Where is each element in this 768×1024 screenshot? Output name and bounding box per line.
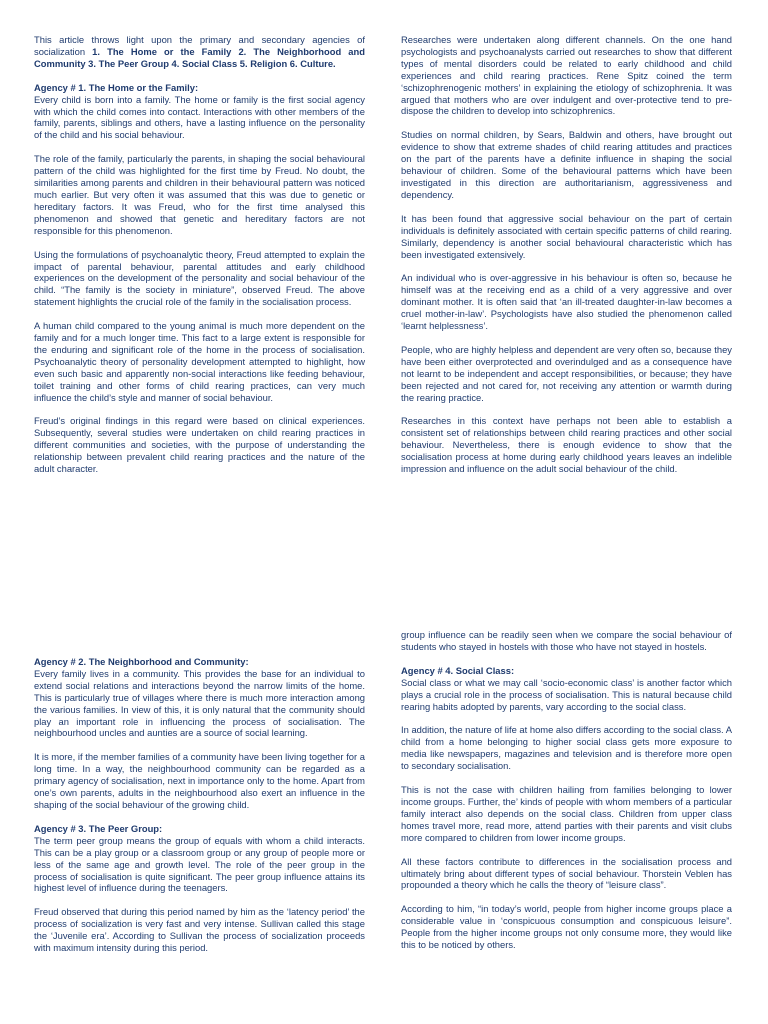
agency4-paragraph-5: According to him, “in today’s world, people from higher income groups place a considerable value in ‘conspicuous consumption and conspicuous leisure”. People from the higher income groups not only consume more, they would like this to be noticed by others. [401,903,732,951]
left-column-top [34,34,365,487]
agency1-paragraph-11: Researches in this context have perhaps not been able to establish a consistent set of relationships between child rearing practices and other social behaviour. Nevertheless, there is enough evidence to show that the socialisation process at home during early childhood years leaves an indelible impression and influence on the adult social behaviour of the child. [401,415,732,475]
agency1-paragraph-10: People, who are highly helpless and dependent are very often so, because they have been either overprotected and overindulged and as a consequence have not learnt to be independent and accept responsibilities, or because; they have been rejected and not cared for, not receiving any attention or warmth during the rearing practice. [401,343,732,403]
agency4-section-start [401,665,732,713]
intro-agency-list: 1. The Home or the Family 2. The Neighborhood and Community 3. The Peer Group 4. Social Class 5. Religion 6. Culture. [34,45,365,69]
agency1-paragraph-7: Studies on normal children, by Sears, Baldwin and others, have brought out evidence to show that extreme shades of child rearing attitudes and practices on the part of the parents have a definite influence in shaping the social behaviour of children. Some of the behavioural patterns which have been investigated in this direction are authoritarianism, aggressiveness and dependency. [401,129,732,200]
agency2-heading: Agency # 2. The Neighborhood and Community: [34,656,249,667]
agency1-paragraph-5: Freud’s original findings in this regard were based on clinical experiences. Subsequently, several studies were undertaken on child rearing practices in different communities and societies, with the purpose of understanding the relationship between prevalent child rearing practices and the nature of the adult character. [34,415,365,475]
agency1-section-start [34,82,365,142]
agency4-paragraph-2: In addition, the nature of life at home also differs according to the social class. A child from a home belonging to higher social class gets more exposure to media like newspapers, magazines and television and is therefore more open to secondary socialisation. [401,724,732,772]
right-column-top [401,34,732,487]
agency2-section-start [34,656,365,739]
agency1-paragraph-1: Every child is born into a family. The home or family is the first social agency with which the child comes into contact. Interactions with other members of the family, parents, siblings and others, have a lasting influence on the personality of the child and his social behaviour. [34,93,365,141]
agency1-paragraph-6: Researches were undertaken along different channels. On the one hand psychologists and psychoanalysts carried out researches to show that different types of mental disorders could be related to early childhood and child experiences and child rearing practices. Rene Spitz coined the term ‘schizophrenogenic mothers’ in explaining the etiology of schizophrenia. It was argued that mothers who are over indulgent and over-protective tend to pre-dispose the children to develop into schizophrenics. [401,34,732,117]
agency3-section-start [34,823,365,894]
agency3-paragraph-3: group influence can be readily seen when we compare the social behaviour of students who stayed in hostels with those who have not stayed in hostels. [401,629,732,652]
agency2-paragraph-2: It is more, if the member families of a community have been living together for a long time. In a way, the neighbourhood community can be regarded as a primary agency of socialisation, next in importance only to the home. Apart from one’s own parents, adults in the neighbourhood also exert an influence in the shaping of the social behaviour of the growing child. [34,751,365,810]
right-column-bottom [401,629,732,963]
agency4-paragraph-4: All these factors contribute to differences in the socialisation process and ultimately bring about different types of social behaviour. Thorstein Veblen has propounded a theory which he calls the theory of “leisure class”. [401,855,732,891]
agency1-heading: Agency # 1. The Home or the Family: [34,81,199,93]
agency3-paragraph-1: The term peer group means the group of equals with whom a child interacts. This can be a play group or a classroom group or any group of people more or less of the same age and growth level. The role of the peer group in the process of socialisation is quite significant. The peer group influence attains its highest level of influence during the teenagers. [34,834,365,894]
agency4-heading: Agency # 4. Social Class: [401,664,515,676]
agency1-paragraph-3: Using the formulations of psychoanalytic theory, Freud attempted to explain the impact of parental behaviour, parental attitudes and early childhood experiences on the development of the personality and social behaviour of the child. “The family is the society in miniature”, observed Freud. The above statement highlights the crucial role of the family in the socialisation process. [34,248,365,308]
agency1-paragraph-8: It has been found that aggressive social behaviour on the part of certain individuals is definitely associated with certain specific patterns of child rearing. Similarly, dependency is another social behavioural characteristic which has been investigated extensively. [401,212,732,260]
agency1-paragraph-9: An individual who is over-aggressive in his behaviour is often so, because he himself was at the receiving end as a child of a very aggressive and over dominant mother. It is often said that ‘an ill-treated daughter-in-law becomes a cruel mother-in-law’. Psychologists have also studied the phenomenon called ‘learnt helplessness’. [401,272,732,332]
intro-paragraph [34,34,365,70]
agency1-paragraph-2: The role of the family, particularly the parents, in shaping the social behavioural pattern of the child was highlighted for the first time by Freud. No doubt, the similarities among parents and children in their behavioural pattern was noticed much earlier. But very often it was assumed that this was due to genetic or hereditary factors. It was Freud, who for the first time analysed this phenomenon and showed that genetic and hereditary factors are not responsible for this phenomenon. [34,153,365,236]
agency3-heading: Agency # 3. The Peer Group: [34,822,163,834]
agency1-paragraph-4: A human child compared to the young animal is much more dependent on the family and for a much longer time. This fact to a large extent is responsible for the enduring and significant role of the home in the process of socialisation. Psychoanalytic theory of personality development attempted to highlight, how even such basic and apparently non-social interactions like feeding behaviour, toilet training and other forms of child rearing practices, can very much influence the child’s style and manner of social behaviour. [34,320,365,403]
agency4-paragraph-3: This is not the case with children hailing from families belonging to lower income groups. Further, the’ kinds of people with whom members of a particular family interact also depends on the social class. Children from upper class homes travel more, read more, attend parties with their parents and visit clubs more compared to children from lower income groups. [401,784,732,843]
intro-lead: This article throws light upon the primary and secondary agencies of socialization [34,34,365,57]
left-column-bottom [34,656,365,966]
agency3-paragraph-2: Freud observed that during this period named by him as the ‘latency period’ the process of socialization is very fast and very intense. Sullivan called this stage the ‘Juvenile era’. According to Sullivan the process of socialization proceeds with maximum intensity during this period. [34,906,365,954]
agency4-paragraph-1: Social class or what we may call ‘socio-economic class’ is another factor which plays a crucial role in the process of socialisation. This is natural because child rearing habits adopted by parents, vary according to the social class. [401,676,732,712]
agency2-paragraph-1: Every family lives in a community. This provides the base for an individual to extend social relations and interactions beyond the narrow limits of the home. This is particularly true of villages where there is much more interaction among the various families. In view of this, it is only natural that the community should play an important role in influencing the process of socialisation. The neighbourhood uncles and aunties are a source of social learning. [34,667,365,739]
